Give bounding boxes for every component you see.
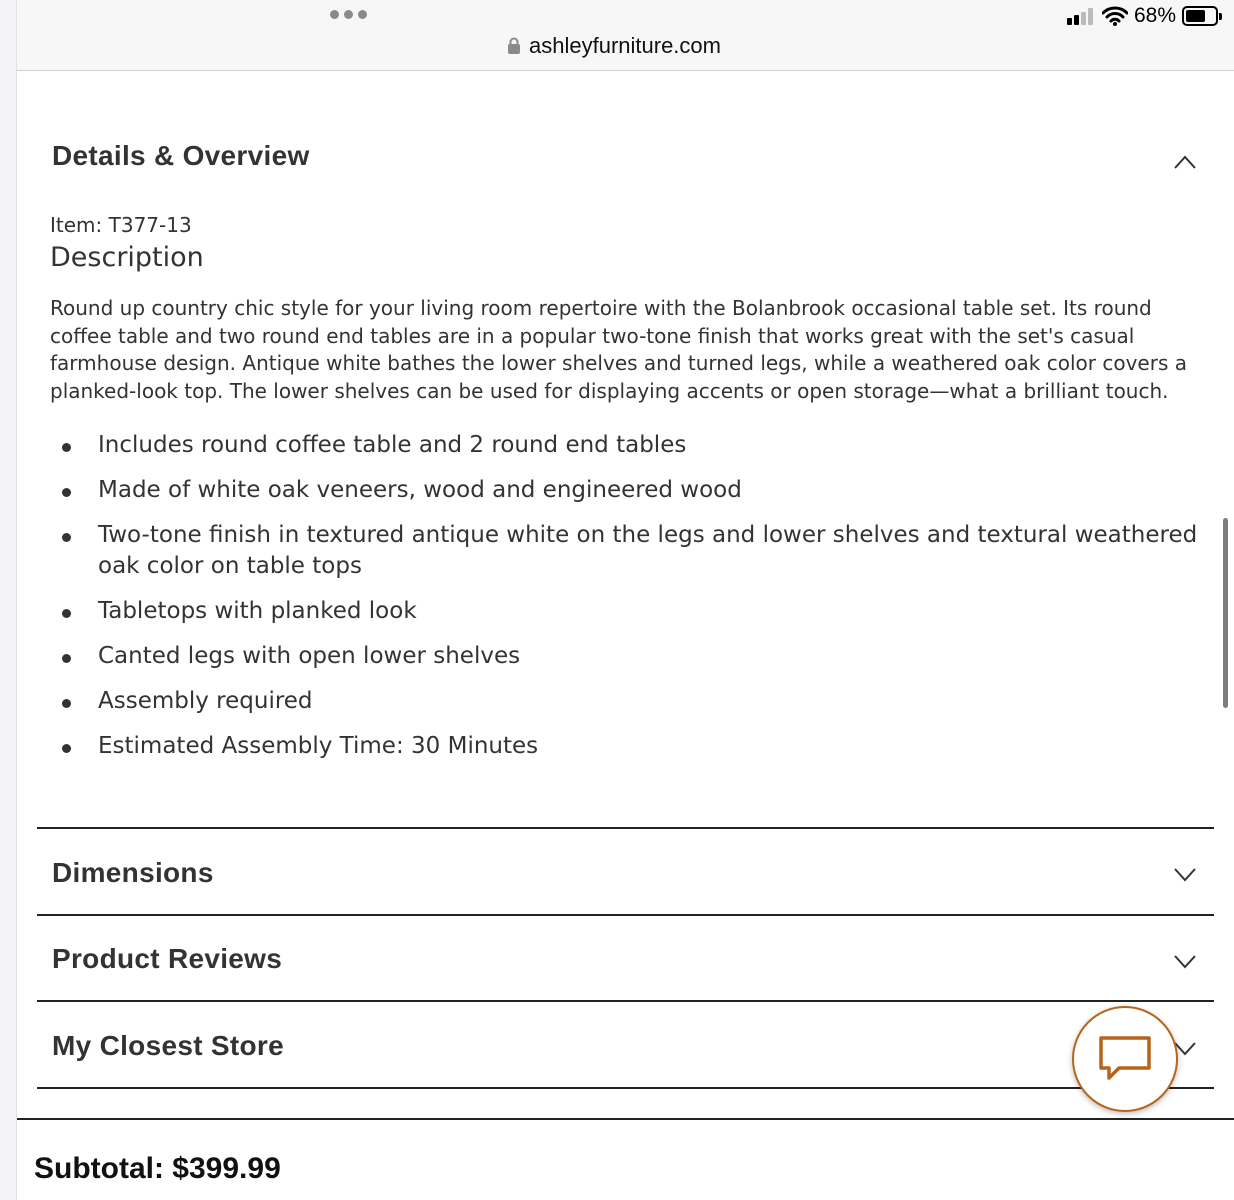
cellular-signal-icon [1066, 7, 1096, 25]
chat-button[interactable] [1072, 1006, 1178, 1112]
chevron-down-icon[interactable] [1174, 955, 1196, 969]
list-item: Made of white oak veneers, wood and engineered wood [50, 475, 1200, 506]
description-heading: Description [50, 242, 204, 273]
wifi-icon [1102, 6, 1128, 26]
product-reviews-accordion[interactable]: Product Reviews [52, 943, 283, 974]
list-item: Assembly required [50, 686, 1200, 717]
closest-store-accordion[interactable]: My Closest Store [52, 1030, 284, 1061]
list-item: Two-tone finish in textured antique white on the legs and lower shelves and textural weathered oak color on table tops [50, 520, 1200, 582]
item-number: Item: T377-13 [50, 213, 192, 237]
more-options-icon[interactable] [330, 10, 367, 19]
chevron-up-icon[interactable] [1174, 155, 1196, 169]
list-item: Includes round coffee table and 2 round end tables [50, 430, 1200, 461]
list-item: Canted legs with open lower shelves [50, 641, 1200, 672]
scrollbar[interactable] [1223, 518, 1228, 708]
chat-bubble-icon [1097, 1035, 1153, 1083]
feature-list [50, 430, 1200, 776]
battery-percent: 68% [1133, 4, 1176, 27]
description-text: Round up country chic style for your living room repertoire with the Bolanbrook occasional table set. Its round coffee table and two round end tables are in a popular two-tone finish that works great with the set's casual farmhouse design. Antique white bathes the lower shelves and turned legs, while a weathered oak color covers a planked-look top. The lower shelves can be used for displaying accents or open storage—what a brilliant touch. [50, 296, 1187, 403]
address-bar[interactable] [507, 33, 721, 59]
status-bar [1066, 4, 1222, 28]
url-text: ashleyfurniture.com [529, 33, 721, 58]
subtotal-bar [17, 1118, 1234, 1200]
divider [37, 1087, 1214, 1089]
lock-icon [507, 37, 521, 55]
divider [37, 1000, 1214, 1002]
left-gutter [0, 0, 17, 1200]
browser-toolbar [17, 0, 1234, 71]
divider [37, 914, 1214, 916]
battery-icon [1182, 6, 1222, 26]
list-item: Tabletops with planked look [50, 596, 1200, 627]
subtotal-text: Subtotal: $399.99 [34, 1152, 281, 1185]
chevron-down-icon[interactable] [1174, 868, 1196, 882]
dimensions-accordion[interactable]: Dimensions [52, 857, 214, 888]
list-item: Estimated Assembly Time: 30 Minutes [50, 731, 1200, 762]
details-overview-heading[interactable]: Details & Overview [52, 140, 310, 171]
divider [37, 827, 1214, 829]
